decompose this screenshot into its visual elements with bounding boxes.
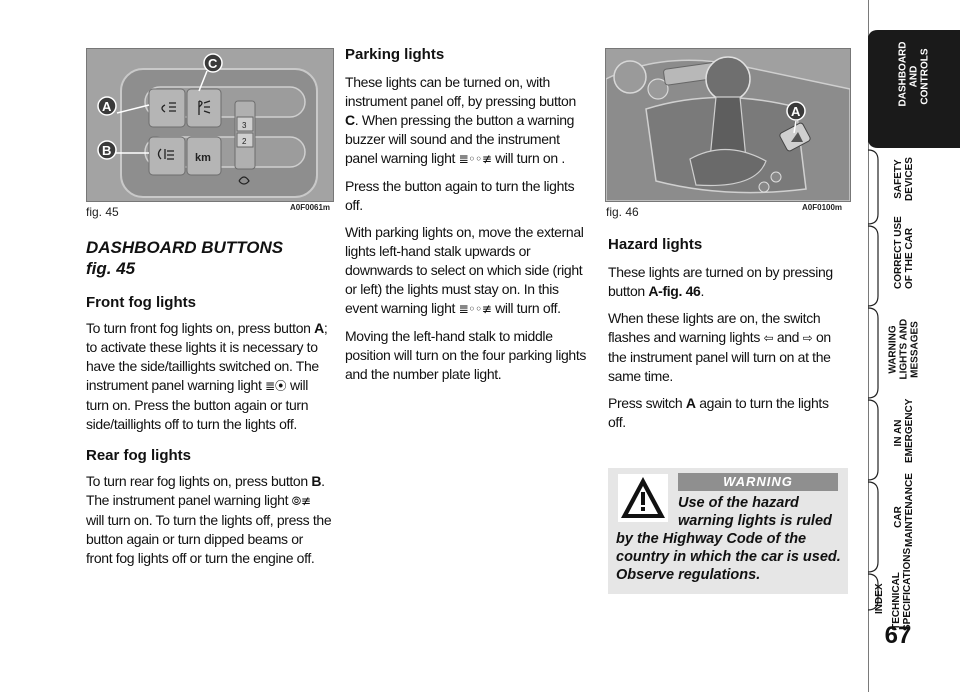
warning-text-first: Use of the hazard warning lights is ruled xyxy=(678,495,832,529)
km-button-label: km xyxy=(195,152,211,164)
middle-column xyxy=(345,45,590,392)
hazard-paragraph-3: Press switch A again to turn the lights off. xyxy=(608,395,829,430)
parking-paragraph-4: Moving the left-hand stalk to middle position will turn on the four parking lights and the number plate light. xyxy=(345,328,587,382)
callout-a: A xyxy=(102,99,112,114)
counter-digit-3: 3 xyxy=(242,121,247,130)
parking-light-warning-icon: ≣◦◦≢ xyxy=(458,152,492,166)
tab-warning-lights-and-messages[interactable]: WARNING LIGHTS AND MESSAGES xyxy=(887,318,921,380)
parking-paragraph-3: With parking lights on, move the external lights left-hand stalk upwards or downwards to select on which side (right or left) the lights must stay on. In this event warning light ≣◦◦≢ will turn off. xyxy=(345,224,584,316)
callout-a-fig46: A xyxy=(791,104,801,119)
tab-in-an-emergency[interactable]: IN AN EMERGENCY xyxy=(893,398,915,463)
front-fog-warning-icon: ≣⦿ xyxy=(265,379,287,393)
warning-text xyxy=(616,494,844,584)
dashboard-buttons-illustration xyxy=(87,49,333,201)
parking-paragraph-1: These lights can be turned on, with instrument panel off, by pressing button C. When pressing the button a warning buzzer will sound and the instrument panel warning light ≣◦◦≢ will turn on . xyxy=(345,74,576,166)
turn-right-arrow-icon: ⇨ xyxy=(802,331,813,345)
page-number: 67 xyxy=(884,622,912,649)
rear-fog-heading: Rear fog lights xyxy=(86,447,192,464)
rear-fog-warning-icon: ⦾≢ xyxy=(291,494,311,508)
tab-index[interactable]: INDEX xyxy=(874,583,885,614)
parking-lights-heading: Parking lights xyxy=(345,46,445,63)
hazard-lights-heading: Hazard lights xyxy=(608,236,703,253)
switch-a-ref: A xyxy=(685,395,696,411)
dashboard-buttons-fig-ref: fig. 45 xyxy=(86,259,136,278)
parking-paragraph-2: Press the button again to turn the lights off. xyxy=(345,178,575,213)
tab-dashboard-and-controls[interactable]: DASHBOARD AND CONTROLS xyxy=(897,41,931,107)
tab-technical-specifications[interactable]: TECHNICAL SPECIFICATIONS xyxy=(891,547,913,631)
tab-car-maintenance[interactable]: CAR MAINTENANCE xyxy=(893,473,915,547)
counter-digit-2: 2 xyxy=(242,137,247,146)
button-b-ref: B xyxy=(311,473,322,489)
figure-45-image xyxy=(86,48,334,202)
callout-c: C xyxy=(208,56,218,71)
tab-safety-devices[interactable]: SAFETY DEVICES xyxy=(893,157,915,201)
dashboard-buttons-heading: DASHBOARD BUTTONS xyxy=(86,238,284,257)
hazard-paragraph-2: When these lights are on, the switch flashes and warning lights ⇦ and ⇨ on the instrument panel will turn on at the same time. xyxy=(608,310,831,384)
button-c-ref: C xyxy=(345,112,355,128)
right-column xyxy=(608,235,848,440)
fig46-button-ref: A-fig. 46 xyxy=(648,283,701,299)
fig45-code: A0F0061m xyxy=(290,203,331,212)
fig46-caption: fig. 46 xyxy=(606,205,639,219)
button-a-ref: A xyxy=(314,320,324,336)
left-column xyxy=(86,237,332,576)
gear-stick-illustration xyxy=(606,49,850,201)
callout-b: B xyxy=(102,143,112,158)
fig45-caption: fig. 45 xyxy=(86,205,119,219)
fig46-code: A0F0100m xyxy=(802,203,843,212)
figure-46-image xyxy=(605,48,851,202)
turn-left-arrow-icon: ⇦ xyxy=(763,331,774,345)
front-fog-paragraph: To turn front fog lights on, press button A; to activate these lights it is necessary to have the side/taillights switched on. The instrument panel warning light ≣⦿ will turn on. Press the button again or turn side/taillights off to turn the lights off. xyxy=(86,320,328,432)
warning-box xyxy=(608,468,848,594)
tab-correct-use-of-the-car[interactable]: CORRECT USE OF THE CAR xyxy=(893,216,915,289)
rear-fog-paragraph: To turn rear fog lights on, press button B. The instrument panel warning light ⦾≢ will turn on. To turn the lights off, press the button again or turn dipped beams or front fog lights off or turn the engine off. xyxy=(86,473,332,566)
parking-light-warning-icon-2: ≣◦◦≢ xyxy=(458,302,492,316)
warning-text-rest: by the Highway Code of the country in which the car is used. Observe regulations. xyxy=(616,531,841,583)
warning-label: WARNING xyxy=(678,473,838,491)
front-fog-heading: Front fog lights xyxy=(86,294,196,311)
hazard-paragraph-1: These lights are turned on by pressing button A-fig. 46. xyxy=(608,264,833,299)
